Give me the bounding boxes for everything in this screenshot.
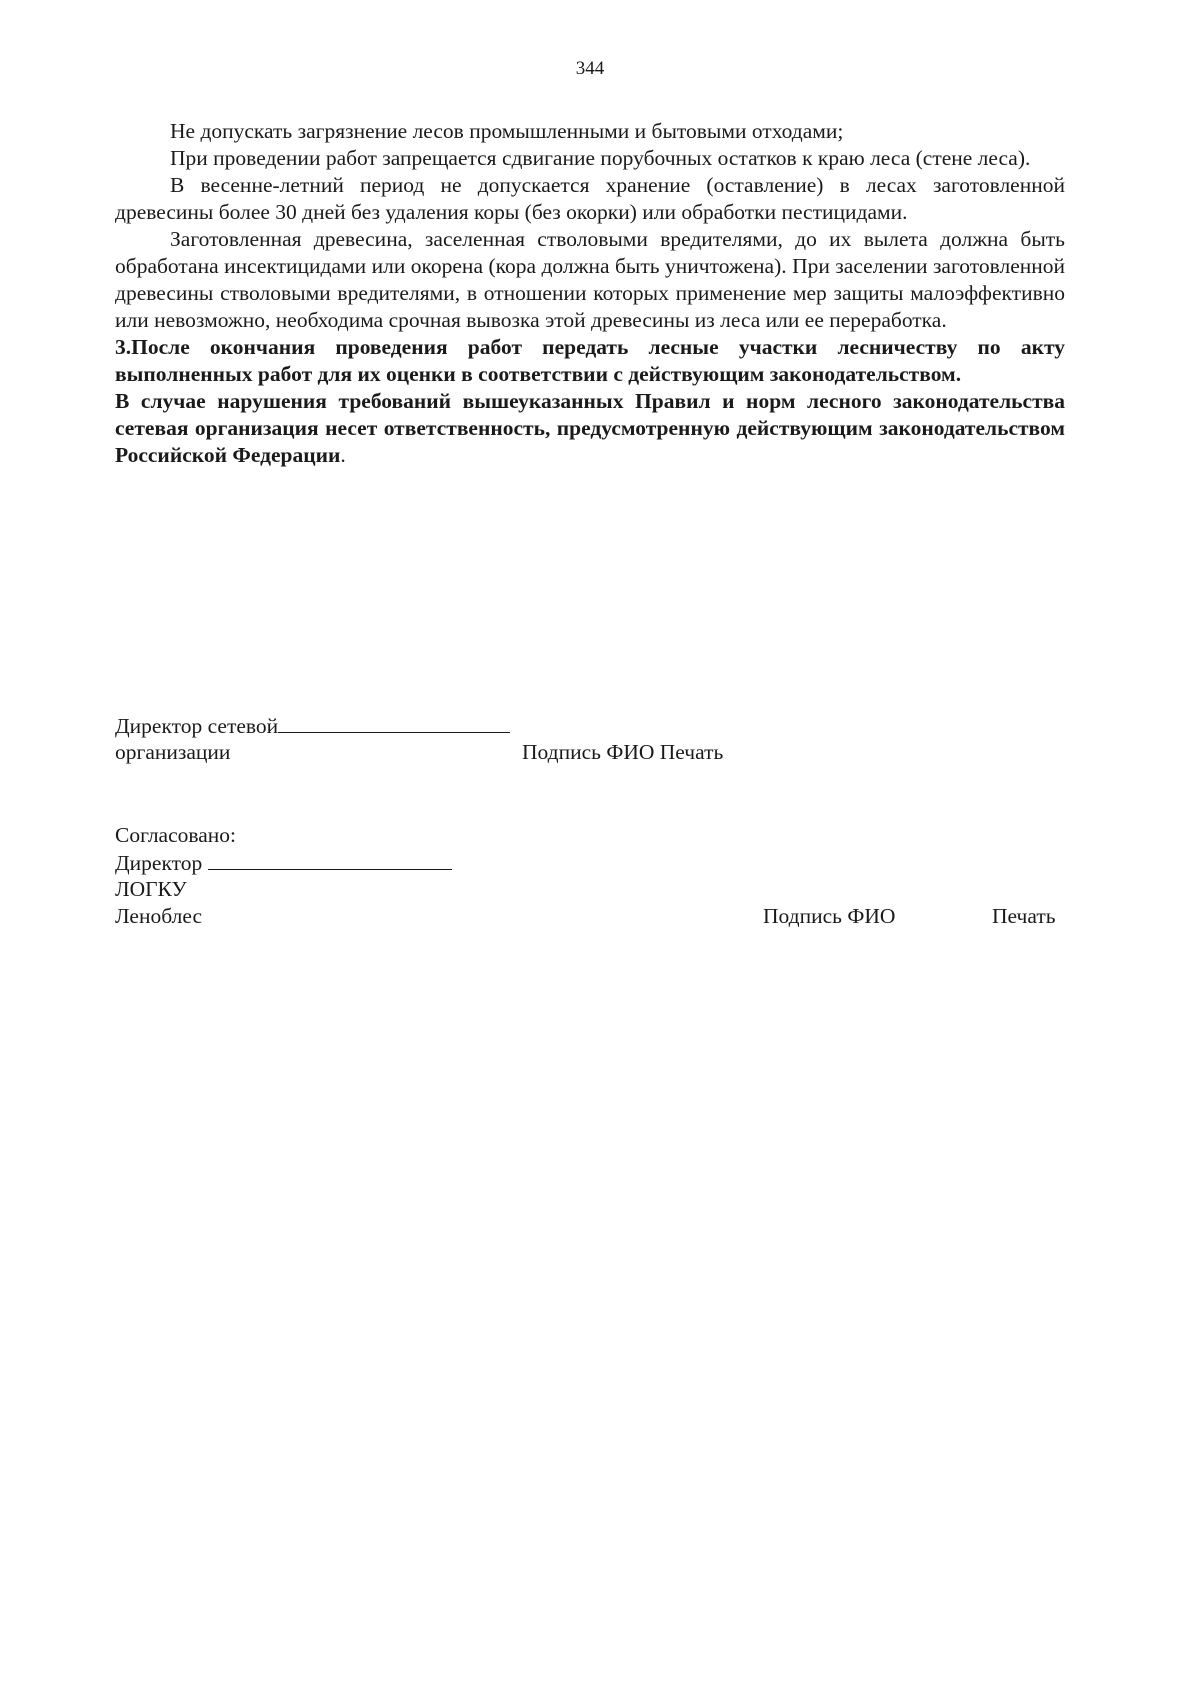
network-director-row bbox=[115, 712, 510, 740]
logku-director-label: Директор bbox=[115, 851, 203, 875]
lenobles-org-label: Леноблес bbox=[115, 904, 202, 928]
paragraph-handover: 3.После окончания проведения работ передать лесные участки лесничеству по акту выполненных работ для их оценки в соответствии с действующим законодательством. bbox=[115, 335, 1065, 386]
liability-text: В случае нарушения требований вышеуказанных Правил и норм лесного законодательства сетевая организация несет ответственность, предусмотренную действующим законодательством Российской Федерации bbox=[115, 389, 1065, 467]
paragraph-residues: При проведении работ запрещается сдвигание порубочных остатков к краю леса (стене леса). bbox=[170, 146, 1031, 170]
network-signature-blank bbox=[278, 712, 510, 733]
agreed-label: Согласовано: bbox=[115, 823, 237, 847]
logku-org-label: ЛОГКУ bbox=[115, 877, 187, 901]
liability-period: . bbox=[340, 443, 346, 467]
paragraph-pests: Заготовленная древесина, заселенная стволовыми вредителями, до их вылета должна быть обработана инсектицидами или окорена (кора должна быть уничтожена). При заселении заготовленной древесины стволовыми вредителями, в отношении которых применение мер защиты малоэффективно или невозможно, необходима срочная вывозка этой древесины из леса или ее переработка. bbox=[115, 227, 1065, 332]
logku-signature-blank bbox=[208, 849, 452, 870]
logku-stamp-caption: Печать bbox=[992, 904, 1056, 928]
body-text bbox=[115, 118, 1065, 469]
paragraph-storage: В весенне-летний период не допускается хранение (оставление) в лесах заготовленной древесины более 30 дней без удаления коры (без окорки) или обработки пестицидами. bbox=[115, 173, 1065, 224]
logku-director-row bbox=[115, 849, 452, 877]
logku-signature-caption: Подпись ФИО bbox=[763, 904, 896, 928]
network-org-label: организации bbox=[115, 740, 231, 764]
network-signature-caption: Подпись ФИО Печать bbox=[522, 740, 724, 764]
paragraph-waste: Не допускать загрязнение лесов промышленными и бытовыми отходами; bbox=[170, 119, 844, 143]
network-director-label: Директор сетевой bbox=[115, 714, 279, 738]
page-number: 344 bbox=[575, 58, 605, 79]
paragraph-liability bbox=[115, 388, 1065, 469]
